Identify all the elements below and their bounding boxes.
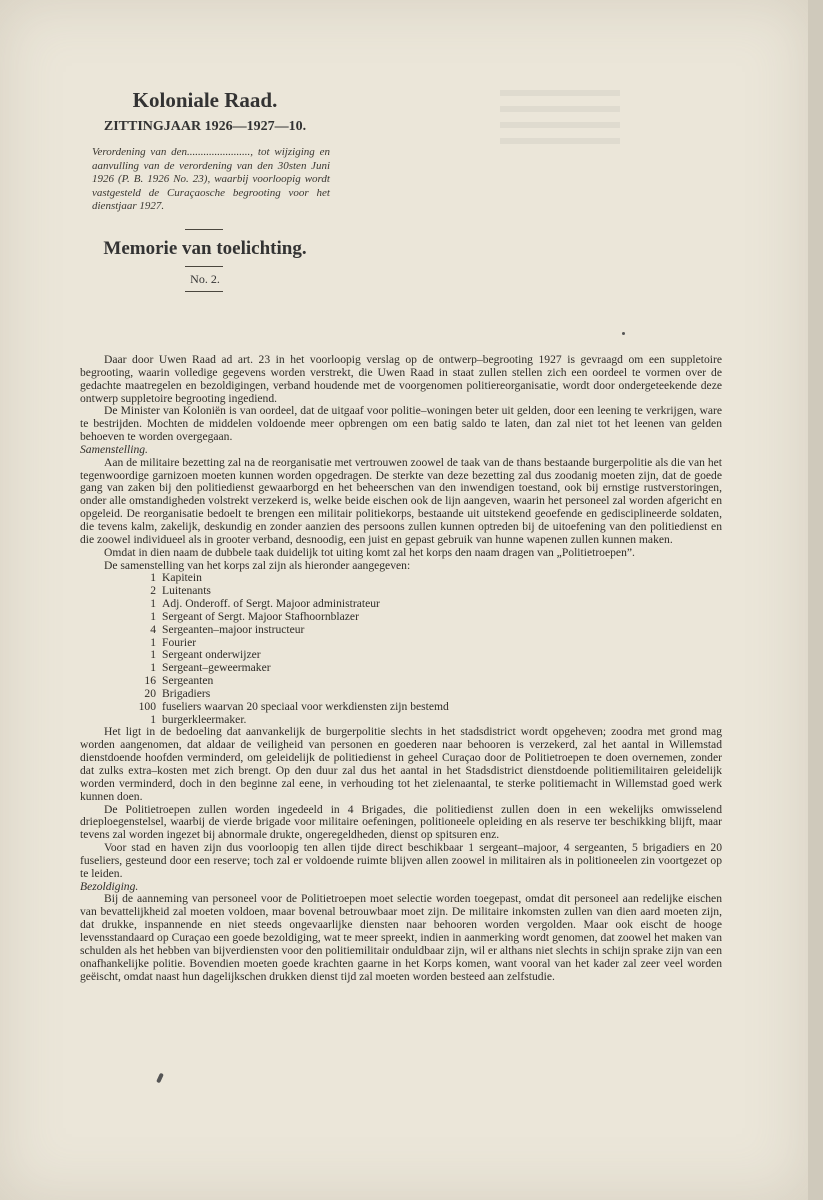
divider	[185, 291, 223, 292]
list-item: 4 Sergeanten–majoor instructeur	[150, 622, 305, 636]
list-item: 1 burgerkleermaker.	[150, 712, 247, 726]
list-item: 20 Brigadiers	[144, 686, 211, 700]
samenstelling-paragraph-6: Voor stad en haven zijn dus voorloopig ten allen tijde direct beschikbaar 1 sergeant–majoor, 4 sergeanten, 5 brigadiers en 20 fuseliers, gesteund door een reserve; toch zal er voldoende ruimte blijven allen zoowel in militairen als in politioneelen zin voortgezet op te leiden.	[80, 841, 722, 880]
memorandum-title: Memorie van toelichting.	[103, 238, 307, 259]
ordinance-description: Verordening van den......................., tot wijziging en aanvulling van de verordening van den 30sten Juni 1926 (P. B. 1926 No. 23), waarbij voorloopig wordt vastgesteld de Curaçaosche begrooting voor het dienstjaar 1927.	[92, 146, 330, 212]
session-year: ZITTINGJAAR 1926—1927—10.	[103, 119, 307, 134]
list-item: 1 Sergeant onderwijzer	[150, 648, 261, 662]
list-item: 1 Kapitein	[150, 571, 202, 585]
list-item: 1 Adj. Onderoff. of Sergt. Majoor administrateur	[150, 597, 380, 611]
intro-paragraph-2: De Minister van Koloniën is van oordeel, dat de uitgaaf voor politie–woningen beter uit gelden, door een leening te verkrijgen, ware te bestrijden. Mochten de middelen voldoende meer opbrengen om een batig saldo te laten, dan zal niet tot het leenen van gelden behoeven te worden overgegaan.	[80, 404, 722, 444]
bezoldiging-paragraph-1: Bij de aanneming van personeel voor de Politietroepen moet selectie worden toegepast, omdat dit personeel aan redelijke eischen van bevattelijkheid zal moeten voldoen, maar bovenal betrouwbaar moet zijn. De militaire inkomsten zullen van dien aard moeten zijn, dat drukke, inspannende en niet steeds ongevaarlijke diensten naar behooren worden vergolden. Maar ook eischt de hooge levensstandaard op Curaçao een goede bezoldiging, wat te meer spreekt, indien in aanmerking wordt genomen, dat zoowel het maken van schulden als het hebben van bijverdiensten voor den politiemilitair onduldbaar zijn, wil er althans niet slechts in schijn sprake zijn van een onafhankelijke politie. Bovendien moeten goede krachten gaarne in het Korps komen, want vooral van het kader zal zeer veel worden geëischt, omdat naast hun dagelijkschen drukken dienst tijd zal moeten worden besteed aan zelfstudie.	[80, 892, 722, 983]
document-body	[80, 354, 722, 983]
section-heading-samenstelling: Samenstelling.	[80, 442, 148, 456]
samenstelling-paragraph-5: De Politietroepen zullen worden ingedeeld in 4 Brigades, die politiedienst zullen doen in een wekelijks omwisselend drieploegenstelsel, waarbij de vierde brigade voor militaire oefeningen, politioneele opleiding en als reserve ter beschikking blijft, maar tevens zal worden ingezet bij abnormale drukte, ongeregeldheden, dienst op spitsuren enz.	[80, 802, 722, 842]
bleed-through	[500, 90, 620, 250]
samenstelling-paragraph-1: Aan de militaire bezetting zal na de reorganisatie met vertrouwen zoowel de taak van de thans bestaande burgerpolitie als die van het tegenwoordige garnizoen moeten kunnen worden opgedragen. De sterkte van deze bezetting zal dus zoodanig moeten zijn, dat de goede gang van zaken bij den politiedienst gewaarborgd en het beheerschen van den inwendigen toestand, ook bij ernstige rustverstoringen, onder alle omstandigheden volstrekt verzekerd is, welke beide eischen ook de lijn aangeven, waarin het personeel zal worden afgericht en opgeleid. De reorganisatie bedoelt te brengen een militair politiekorps, bestaande uit uitstekend geoefende en gedisciplineerde soldaten, die tevens kalm, zakelijk, deskundig en zonder aanzien des persoons zullen kunnen optreden bij de uitoefening van den politiedienst en die zoowel individueel als in grooter verband, desnoodig, een juist en gepast gebruik van hunne wapenen zullen kunnen maken.	[80, 455, 722, 546]
list-item: 1 Fourier	[150, 635, 197, 649]
speck	[622, 332, 625, 335]
section-heading-bezoldiging: Bezoldiging.	[80, 879, 139, 893]
council-title: Koloniale Raad.	[132, 88, 278, 112]
samenstelling-paragraph-3: De samenstelling van het korps zal zijn als hieronder aangegeven:	[104, 558, 411, 572]
samenstelling-paragraph-2: Omdat in dien naam de dubbele taak duidelijk tot uiting komt zal het korps den naam dragen van „Politietroepen”.	[104, 545, 635, 559]
intro-paragraph-1: Daar door Uwen Raad ad art. 23 in het voorloopig verslag op de ontwerp–begrooting 1927 is gevraagd om een suppletoire begrooting, waarin volledige gegevens worden verstrekt, die Uwen Raad in staat zullen stellen zich een oordeel te vormen over de gedachte maatregelen en bezoldigingen, verband houdende met de voorgenomen politiereorganisatie, wordt door ondergeteekende deze ontwerp suppletoire begrooting ingediend.	[80, 353, 722, 405]
divider	[185, 266, 223, 267]
divider	[185, 229, 223, 230]
document-header	[80, 88, 330, 135]
list-item: 1 Sergeant–geweermaker	[150, 661, 271, 675]
list-item: 100 fuseliers waarvan 20 speciaal voor werkdiensten zijn bestemd	[138, 699, 449, 713]
samenstelling-paragraph-4: Het ligt in de bedoeling dat aanvankelijk de burgerpolitie slechts in het stadsdistrict wordt opgeheven; zoodra met grond mag worden aangenomen, dat aldaar de veiligheid van personen en goederen naar behooren is verzekerd, zal het aantal in Willemstad dienstdoende hoofden verminderd, om geleidelijk de politiedienst in geheel Curaçao door de Politietroepen te doen overnemen, zonder dat zulks extra–kosten met zich brengt. Op den duur zal dus het aantal in het Stadsdistrict dienstdoende politiemilitairen geleidelijk worden verminderd, doch in den beginne zal eene, in verhouding tot het zielenaantal, te sterke politiemacht in Willemstad goed werk kunnen doen.	[80, 725, 722, 803]
ink-mark	[156, 1073, 164, 1084]
list-item: 1 Sergeant of Sergt. Majoor Stafhoornblazer	[150, 609, 359, 623]
list-item: 2 Luitenants	[150, 584, 211, 598]
page-edge	[808, 0, 823, 1200]
memorandum-number: No. 2.	[190, 272, 220, 286]
corps-composition-list	[80, 572, 722, 726]
list-item: 16 Sergeanten	[144, 674, 214, 688]
